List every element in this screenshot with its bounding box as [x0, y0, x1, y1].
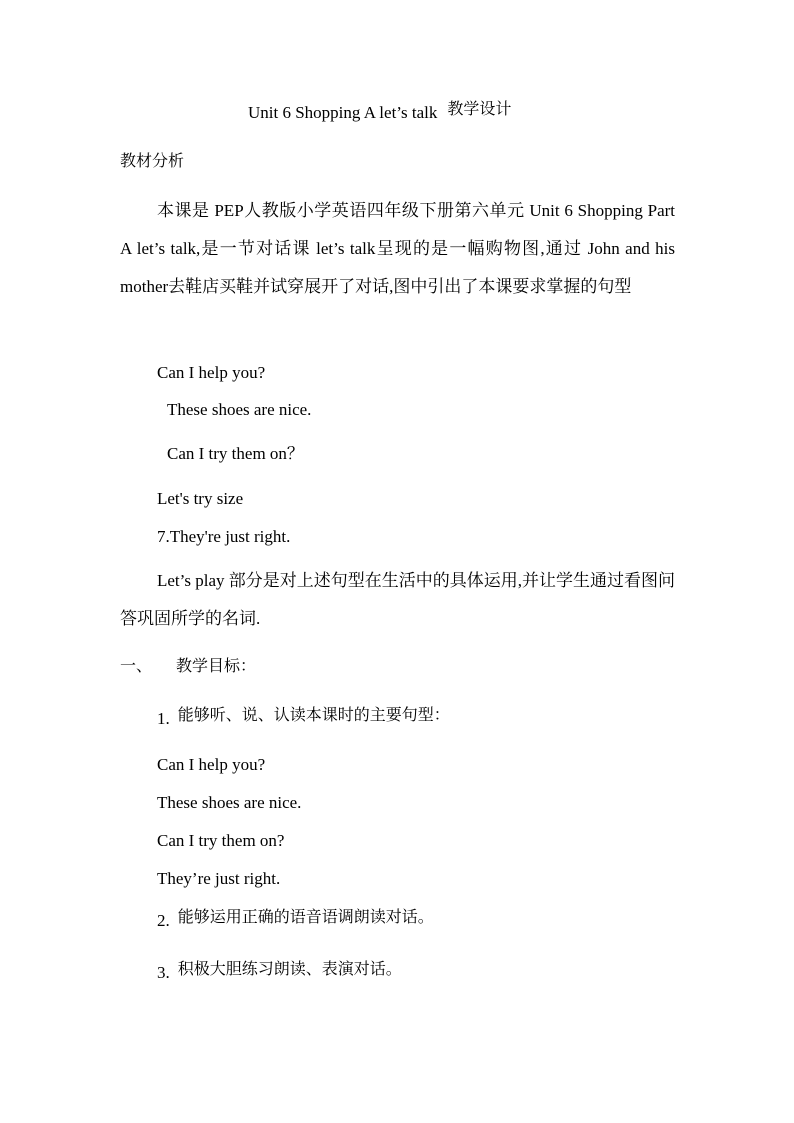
- sentence-line: Can I help you?: [157, 363, 266, 382]
- goals-heading-text: 教学目标：: [176, 656, 257, 675]
- goal-item-2: [157, 906, 434, 928]
- goal-sentence-line: Can I help you?: [157, 755, 266, 774]
- goal-item-1: [157, 704, 450, 726]
- goal-number: 1.: [157, 709, 170, 728]
- analysis-heading: 教材分析: [120, 151, 185, 170]
- lets-play-paragraph: Let’s play 部分是对上述句型在生活中的具体运用,并让学生通过看图问答巩固所学的名词.: [120, 571, 676, 628]
- sentence-line: These shoes are nice.: [167, 400, 312, 419]
- sentence-line: Can I try them on？: [167, 444, 304, 463]
- sentence-line: 7.They're just right.: [157, 527, 291, 546]
- goal-text: 能够运用正确的语音语调朗读对话。: [177, 907, 434, 926]
- title-chinese: 教学设计: [447, 99, 512, 118]
- goal-sentence-line: These shoes are nice.: [157, 793, 302, 812]
- sentence-line: Let's try size: [157, 489, 244, 508]
- goal-text: 能够听、说、认读本课时的主要句型：: [177, 705, 450, 724]
- page-title: [248, 99, 512, 124]
- analysis-paragraph: 本课是 PEP人教版小学英语四年级下册第六单元 Unit 6 Shopping Part A let’s talk,是一节对话课 let’s talk呈现的是一幅购物图,通过 John and his mother去鞋店买鞋并试穿展开了对话,图中引出了本课要求掌握的句型: [120, 201, 675, 296]
- goal-text: 积极大胆练习朗读、表演对话。: [177, 959, 402, 978]
- goal-number: 3.: [157, 963, 170, 982]
- goal-item-3: [157, 958, 402, 980]
- goals-heading: [120, 655, 256, 677]
- title-english: Unit 6 Shopping A let’s talk: [248, 103, 438, 122]
- section-marker: 一、: [120, 656, 153, 675]
- goal-sentence-line: They’re just right.: [157, 869, 281, 888]
- goal-number: 2.: [157, 911, 170, 930]
- goal-sentence-line: Can I try them on?: [157, 831, 285, 850]
